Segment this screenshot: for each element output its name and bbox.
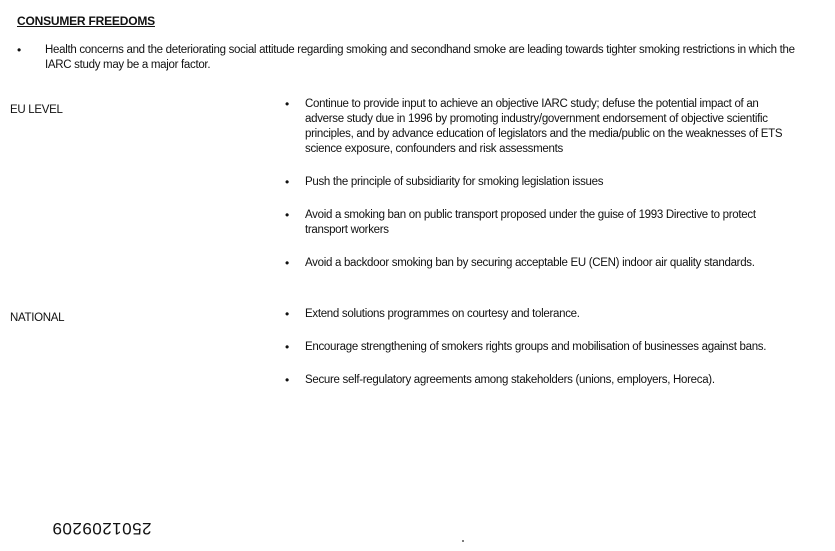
- list-item-text: Secure self-regulatory agreements among stakeholders (unions, employers, Horeca).: [305, 374, 715, 386]
- intro-paragraph: [17, 43, 807, 73]
- intro-text: Health concerns and the deteriorating social attitude regarding smoking and secondhand smoke are leading towards tighter smoking restrictions in which the IARC study may be a major factor.: [45, 44, 795, 71]
- bullet-icon: •: [285, 373, 289, 387]
- bullet-icon: •: [285, 340, 289, 354]
- list-item: [285, 208, 785, 238]
- list-item-text: Encourage strengthening of smokers rights groups and mobilisation of businesses against bans.: [305, 341, 767, 353]
- bullet-icon: •: [285, 256, 289, 270]
- section-items-eu-level: [285, 97, 785, 289]
- page-title: CONSUMER FREEDOMS: [17, 14, 155, 28]
- list-item-text: Avoid a backdoor smoking ban by securing acceptable EU (CEN) indoor air quality standards.: [305, 257, 755, 269]
- list-item: [285, 340, 785, 355]
- section-items-national: [285, 307, 785, 406]
- bullet-icon: •: [285, 208, 289, 222]
- list-item-text: Extend solutions programmes on courtesy and tolerance.: [305, 308, 580, 320]
- list-item-text: Push the principle of subsidiarity for smoking legislation issues: [305, 176, 604, 188]
- bullet-icon: •: [285, 175, 289, 189]
- list-item-text: Avoid a smoking ban on public transport proposed under the guise of 1993 Directive to protect transport workers: [305, 209, 756, 236]
- bullet-icon: •: [285, 97, 289, 111]
- list-item-text: Continue to provide input to achieve an objective IARC study; defuse the potential impact of an adverse study due in 1996 by promoting industry/government endorsement of objective scientific principles, and by advance education of legislators and the media/public on the weaknesses of ETS science exposure, confounders and risk assessments: [305, 98, 783, 155]
- list-item: [285, 97, 785, 157]
- section-label-national: NATIONAL: [10, 312, 65, 324]
- bullet-icon: •: [285, 307, 289, 321]
- list-item: [285, 256, 785, 271]
- section-label-eu-level: EU LEVEL: [10, 104, 63, 116]
- scan-speck: [462, 540, 464, 542]
- document-number: 2501209209: [52, 519, 152, 538]
- list-item: [285, 307, 785, 322]
- list-item: [285, 175, 785, 190]
- list-item: [285, 373, 785, 388]
- bullet-icon: •: [17, 43, 21, 57]
